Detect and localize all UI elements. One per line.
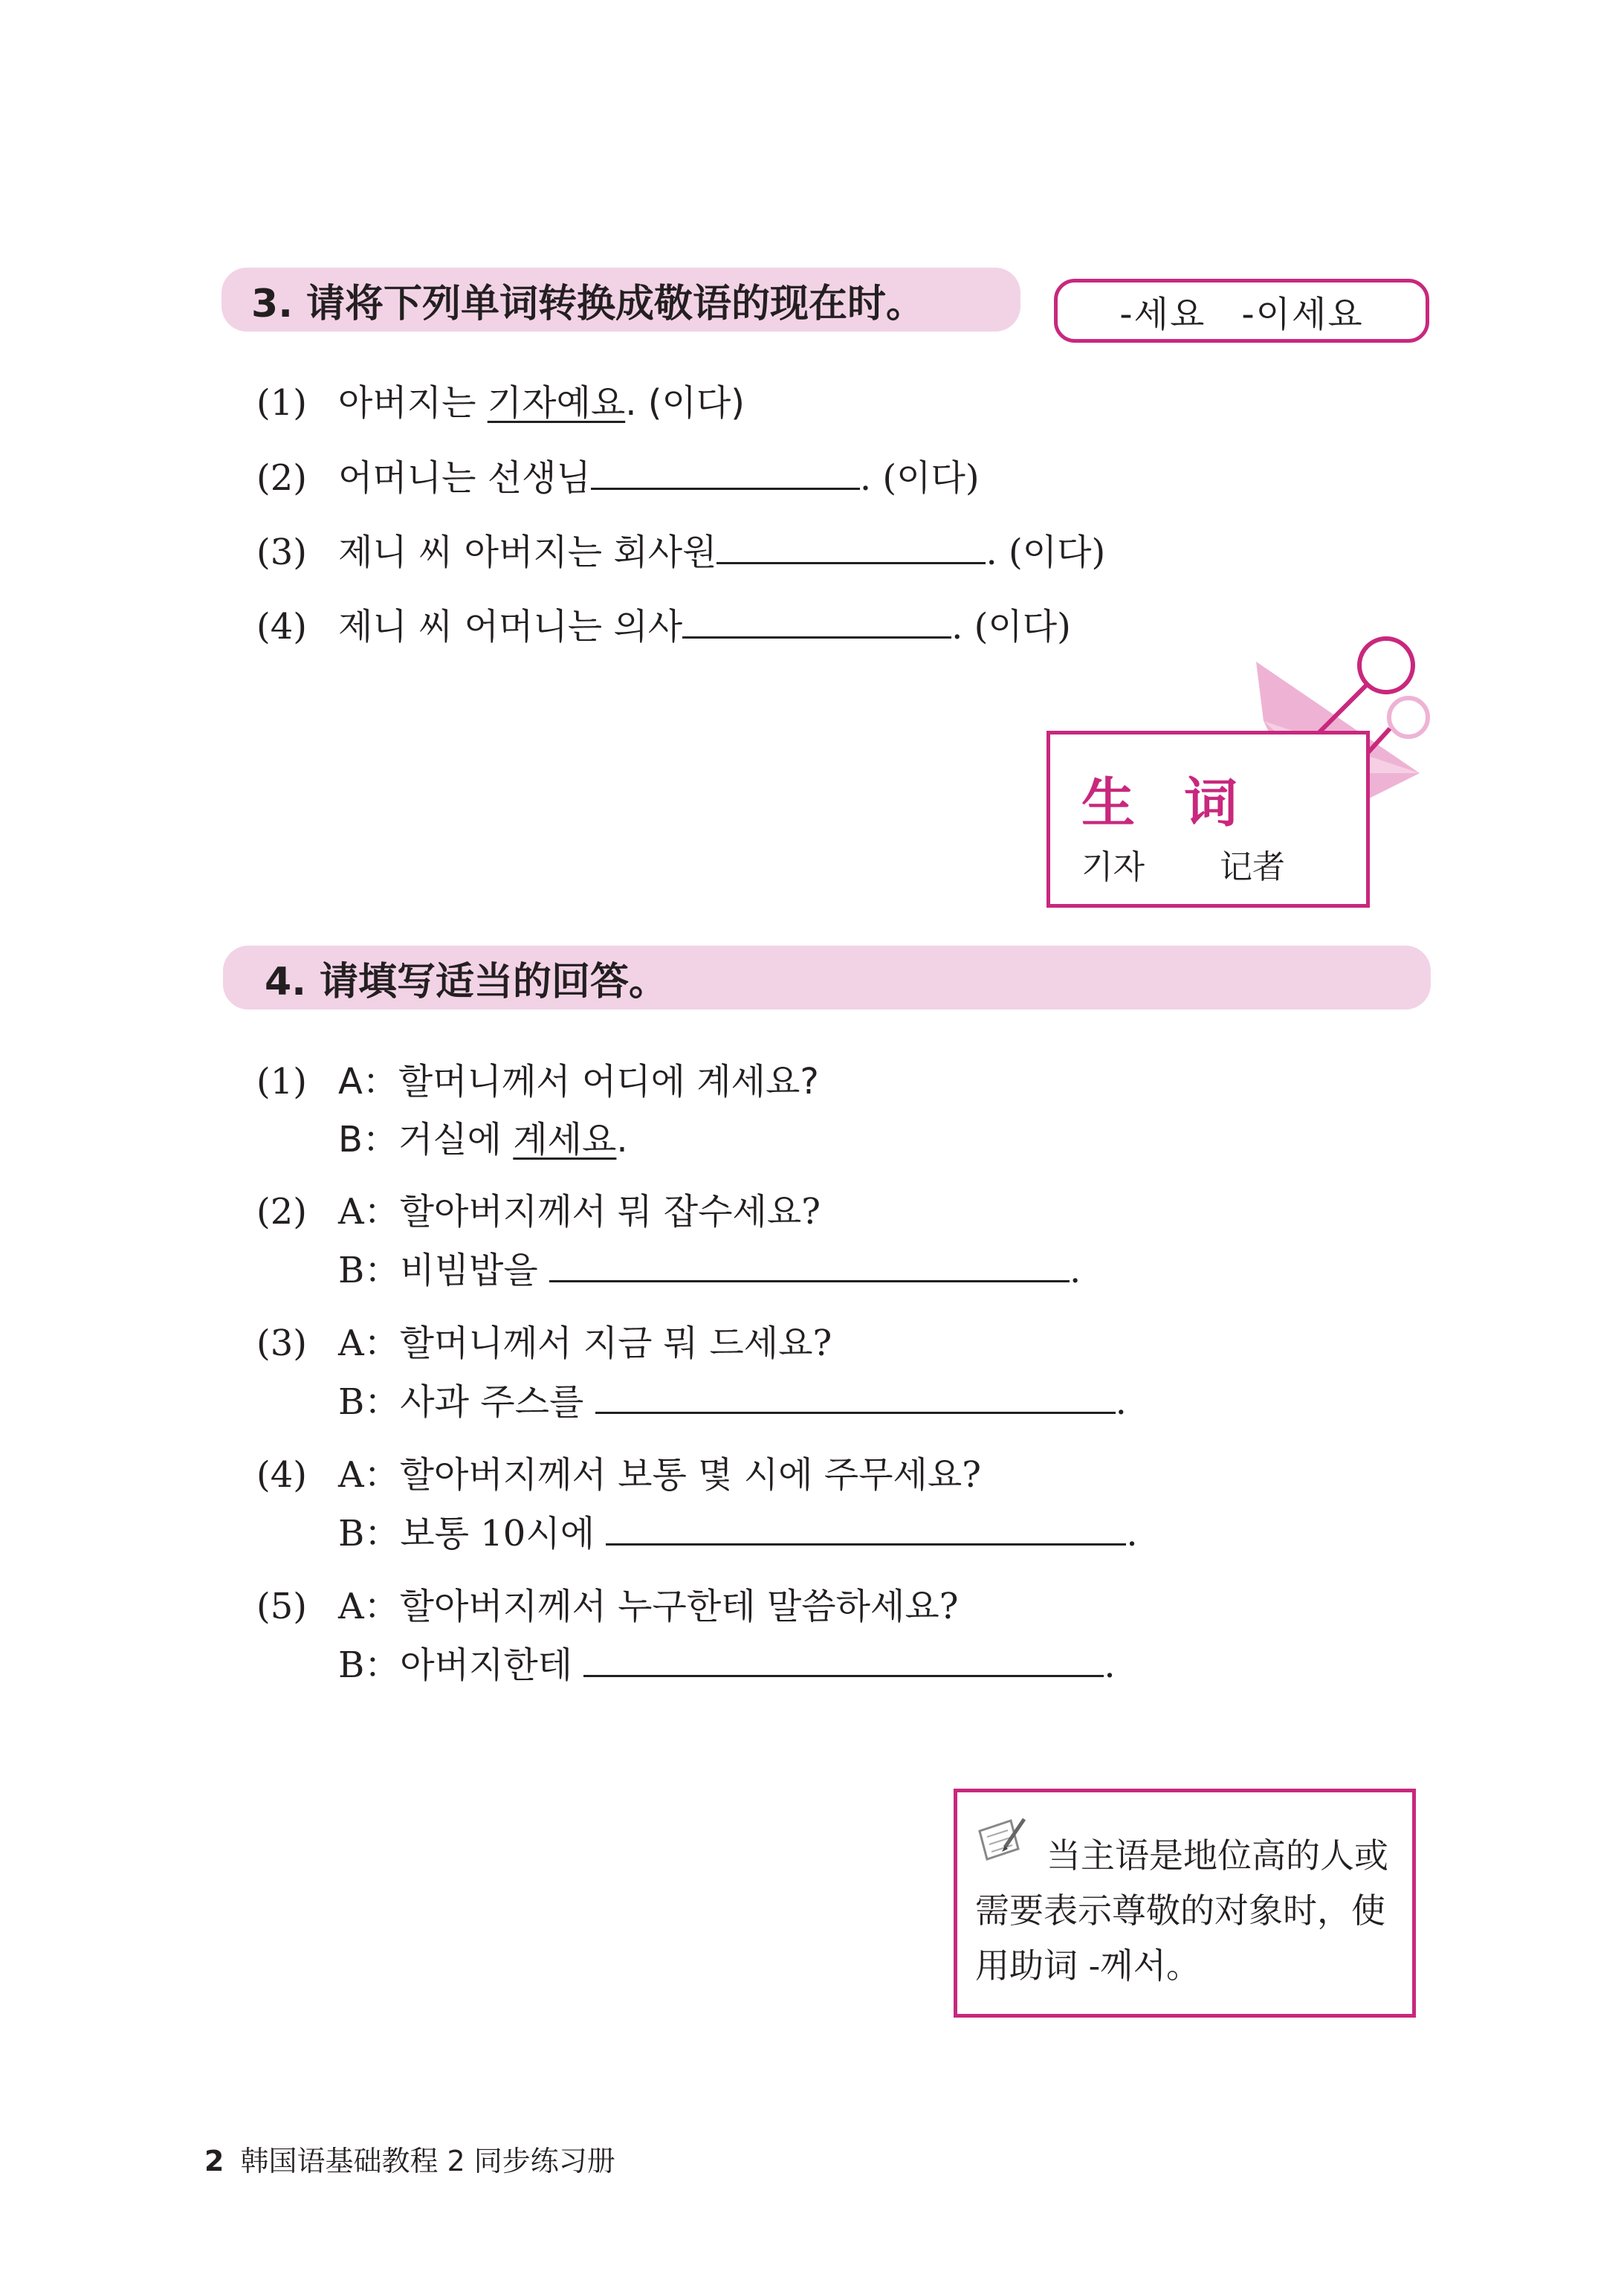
section3-item-3 xyxy=(256,529,1105,575)
vocabulary-word: 기자 xyxy=(1081,848,1145,886)
item-number: (2) xyxy=(256,457,307,499)
item-number: (4) xyxy=(256,606,307,648)
item-tail: . (이다) xyxy=(625,382,745,424)
section4-item-5-a xyxy=(256,1584,958,1629)
item-text: 아버지는 xyxy=(338,382,488,424)
page-number: 2 xyxy=(204,2145,224,2177)
answer-blank[interactable] xyxy=(606,1511,1126,1546)
vocabulary-title xyxy=(1081,760,1239,837)
answer-tail: . xyxy=(616,1119,628,1160)
answer-tail: . xyxy=(1115,1381,1127,1423)
page-footer xyxy=(204,2138,615,2179)
section3-item-2 xyxy=(256,455,980,500)
section4-item-2-a xyxy=(256,1189,821,1234)
section4-item-1-a xyxy=(256,1059,819,1104)
question-a: A：할아버지께서 보통 몇 시에 주무세요? xyxy=(338,1454,981,1496)
section3-title-text: . 请将下列单词转换成敬语的现在时。 xyxy=(278,281,925,326)
section4-item-3-b xyxy=(338,1379,1127,1424)
answer-b: B：보통 10시에 xyxy=(338,1513,606,1554)
answer-tail: . xyxy=(1104,1644,1116,1686)
vocabulary-title-right: 词 xyxy=(1184,771,1240,834)
answer-tail: . xyxy=(1070,1250,1081,1291)
item-number: (2) xyxy=(256,1191,307,1233)
hint-ending-1: -세요 xyxy=(1119,293,1206,335)
section3-header xyxy=(221,268,1020,332)
question-a: A：할머니께서 어디에 계세요? xyxy=(338,1061,819,1102)
section3-item-4 xyxy=(256,604,1071,649)
grammar-note-box xyxy=(954,1789,1416,2018)
vocabulary-meaning: 记者 xyxy=(1220,848,1285,886)
section4-item-4-a xyxy=(256,1453,981,1497)
section3-title xyxy=(251,272,925,328)
section4-item-1-b xyxy=(338,1117,628,1162)
answer-blank[interactable] xyxy=(595,1379,1116,1414)
item-tail: . (이다) xyxy=(859,457,980,499)
item-text: 제니 씨 어머니는 의사 xyxy=(338,606,683,648)
item-text: 제니 씨 아버지는 회사원 xyxy=(338,532,717,573)
question-a: A：할머니께서 지금 뭐 드세요? xyxy=(338,1323,832,1364)
answer-blank[interactable] xyxy=(591,455,860,490)
item-number: (4) xyxy=(256,1454,307,1496)
item-number: (3) xyxy=(256,532,307,573)
item-number: (3) xyxy=(256,1323,307,1364)
section4-title xyxy=(265,950,667,1006)
vocabulary-box xyxy=(1046,731,1370,908)
answer-b: B：거실에 xyxy=(338,1119,514,1160)
book-title: 韩国语基础教程 2 同步练习册 xyxy=(240,2145,615,2177)
answer-blank[interactable] xyxy=(583,1642,1104,1677)
section4-number: 4 xyxy=(265,959,292,1004)
section4-item-3-a xyxy=(256,1321,832,1366)
item-text: 어머니는 선생님 xyxy=(338,457,591,499)
section4-item-2-b xyxy=(338,1247,1081,1293)
vocabulary-title-left: 生 xyxy=(1081,771,1137,834)
grammar-note-text xyxy=(975,1828,1400,1993)
section4-header xyxy=(223,946,1431,1010)
answer-blank[interactable] xyxy=(682,604,951,639)
item-number: (1) xyxy=(256,1061,307,1102)
section3-item-1 xyxy=(256,381,745,425)
section4-item-4-b xyxy=(338,1511,1138,1556)
item-tail: . (이다) xyxy=(951,606,1071,648)
example-answer: 기자예요 xyxy=(487,382,626,424)
section4-item-5-b xyxy=(338,1642,1116,1688)
item-tail: . (이다) xyxy=(986,532,1106,573)
example-answer: 계세요 xyxy=(513,1119,617,1160)
item-number: (1) xyxy=(256,382,307,424)
question-a: A：할아버지께서 뭐 잡수세요? xyxy=(338,1191,821,1233)
item-number: (5) xyxy=(256,1586,307,1627)
answer-blank[interactable] xyxy=(549,1247,1070,1282)
grammar-note-content: 当主语是地位高的人或需要表示尊敬的对象时，使用助词 -께서。 xyxy=(975,1835,1388,1986)
ending-hint-box xyxy=(1054,279,1429,343)
answer-tail: . xyxy=(1126,1513,1138,1554)
answer-blank[interactable] xyxy=(716,529,986,564)
answer-b: B：아버지한테 xyxy=(338,1644,584,1686)
question-a: A：할아버지께서 누구한테 말씀하세요? xyxy=(338,1586,959,1627)
answer-b: B：사과 주스를 xyxy=(338,1381,595,1423)
hint-ending-2: -이세요 xyxy=(1241,293,1364,335)
section3-number: 3 xyxy=(251,281,279,326)
vocabulary-entry xyxy=(1081,840,1285,888)
section4-title-text: . 请填写适当的回答。 xyxy=(291,959,668,1004)
answer-b: B：비빔밥을 xyxy=(338,1250,550,1291)
